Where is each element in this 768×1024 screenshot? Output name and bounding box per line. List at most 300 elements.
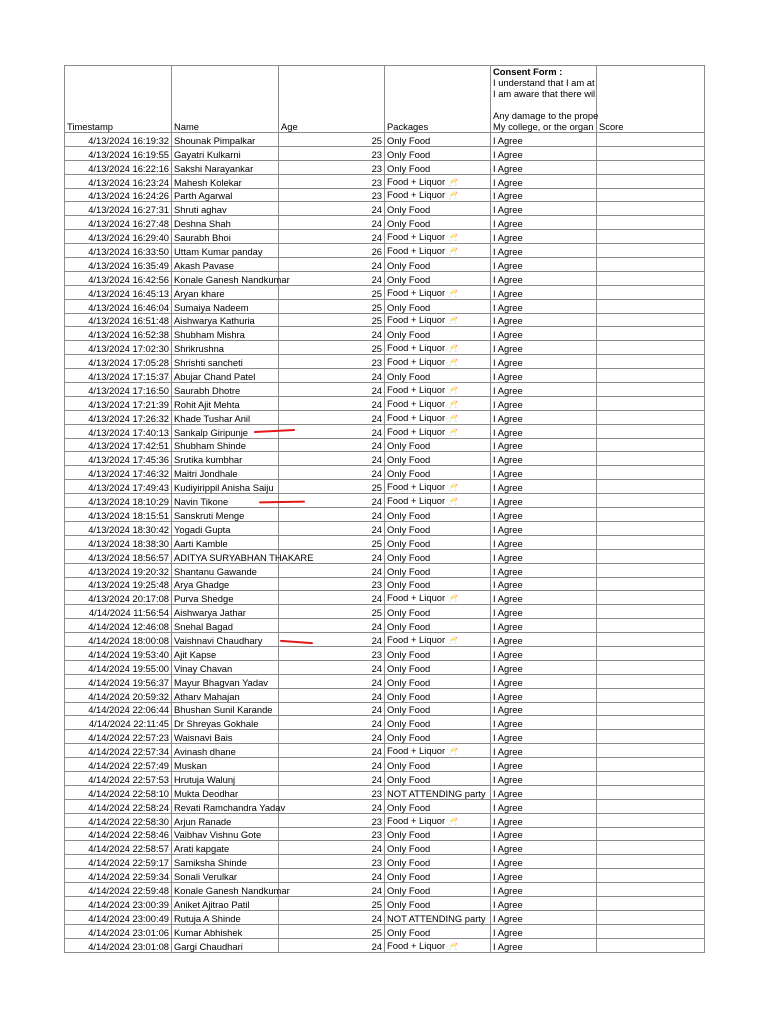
packages-cell (385, 396, 491, 410)
score-cell (597, 313, 705, 327)
timestamp-cell-text: 4/14/2024 22:58:46 (88, 829, 169, 841)
score-cell (597, 702, 705, 716)
timestamp-cell-text: 4/14/2024 23:01:06 (88, 926, 169, 938)
age-cell (279, 799, 385, 813)
score-cell (597, 188, 705, 202)
age-cell-text: 24 (371, 718, 382, 730)
header-row (65, 66, 705, 133)
timestamp-cell-text: 4/14/2024 22:58:30 (88, 815, 169, 827)
score-cell (597, 327, 705, 341)
table-row (65, 341, 705, 355)
consent-cell (491, 174, 597, 188)
packages-cell-text: Only Food (387, 607, 431, 619)
name-cell-text: Gargi Chaudhari (174, 940, 243, 952)
score-cell (597, 355, 705, 369)
timestamp-cell-text: 4/13/2024 17:15:37 (88, 371, 169, 383)
timestamp-cell-text: 4/14/2024 18:00:08 (88, 634, 169, 646)
packages-cell-text: Only Food (387, 551, 431, 563)
table-row (65, 146, 705, 160)
consent-cell-text: I Agree (493, 871, 523, 883)
timestamp-cell-text: 4/13/2024 17:26:32 (88, 412, 169, 424)
name-cell (172, 285, 279, 299)
name-cell (172, 619, 279, 633)
score-cell (597, 869, 705, 883)
packages-cell-text: Only Food (387, 857, 431, 869)
score-cell (597, 258, 705, 272)
name-cell-text: Shruti aghav (174, 204, 227, 216)
age-cell (279, 299, 385, 313)
consent-cell-text: I Agree (493, 204, 523, 216)
packages-cell (385, 577, 491, 591)
name-cell (172, 605, 279, 619)
name-cell-text: Snehal Bagad (174, 621, 233, 633)
age-cell-text: 24 (371, 593, 382, 605)
name-cell (172, 327, 279, 341)
responses-sheet (64, 65, 705, 953)
table-row (65, 216, 705, 230)
name-cell-text: Sonali Verulkar (174, 871, 238, 883)
score-cell (597, 299, 705, 313)
table-row (65, 591, 705, 605)
age-cell-text: 24 (371, 871, 382, 883)
table-row (65, 174, 705, 188)
timestamp-cell (65, 869, 172, 883)
consent-cell (491, 841, 597, 855)
age-cell-text: 24 (371, 398, 382, 410)
packages-cell-text: Only Food (387, 884, 431, 896)
name-cell-text: Mukta Deodhar (174, 787, 239, 799)
name-cell (172, 299, 279, 313)
name-cell-text: Rutuja A Shinde (174, 912, 241, 924)
consent-cell-text: I Agree (493, 912, 523, 924)
consent-cell-text: I Agree (493, 440, 523, 452)
score-cell (597, 508, 705, 522)
table-row (65, 494, 705, 508)
age-cell-text: 24 (371, 662, 382, 674)
packages-cell-text: Food + Liquor (387, 814, 446, 826)
timestamp-cell (65, 841, 172, 855)
name-cell-text: Shantanu Gawande (174, 565, 257, 577)
timestamp-cell (65, 883, 172, 897)
age-cell-text: 23 (371, 148, 382, 160)
timestamp-cell (65, 563, 172, 577)
age-cell (279, 924, 385, 938)
packages-cell-text: Only Food (387, 773, 431, 785)
table-row (65, 410, 705, 424)
packages-cell (385, 452, 491, 466)
score-cell (597, 591, 705, 605)
age-cell (279, 938, 385, 952)
name-cell (172, 341, 279, 355)
table-row (65, 230, 705, 244)
age-cell (279, 188, 385, 202)
timestamp-cell (65, 771, 172, 785)
consent-line-3: Any damage to the prope (493, 110, 599, 121)
packages-cell-text: Only Food (387, 843, 431, 855)
name-cell (172, 841, 279, 855)
packages-cell (385, 424, 491, 438)
consent-cell (491, 730, 597, 744)
table-row (65, 799, 705, 813)
score-cell (597, 369, 705, 383)
table-row (65, 938, 705, 952)
packages-cell (385, 785, 491, 799)
consent-cell (491, 716, 597, 730)
packages-cell (385, 494, 491, 508)
consent-cell-text: I Agree (493, 676, 523, 688)
consent-cell-text: I Agree (493, 384, 523, 396)
table-row (65, 521, 705, 535)
consent-cell (491, 355, 597, 369)
age-cell-text: 23 (371, 829, 382, 841)
age-cell (279, 660, 385, 674)
score-cell (597, 646, 705, 660)
timestamp-cell-text: 4/14/2024 22:58:10 (88, 787, 169, 799)
name-cell-text: Hrutuja Walunj (174, 773, 236, 785)
timestamp-cell-text: 4/13/2024 19:20:32 (88, 565, 169, 577)
age-cell-text: 24 (371, 523, 382, 535)
timestamp-cell-text: 4/13/2024 16:29:40 (88, 232, 169, 244)
table-row (65, 716, 705, 730)
name-cell-text: Rohit Ajit Mehta (174, 398, 240, 410)
packages-cell-text: Only Food (387, 704, 431, 716)
age-cell (279, 771, 385, 785)
name-cell-text: Aniket Ajitrao Patil (174, 898, 250, 910)
consent-cell (491, 758, 597, 772)
consent-cell-text: I Agree (493, 190, 523, 202)
age-cell-text: 24 (371, 634, 382, 646)
score-cell (597, 383, 705, 397)
age-cell (279, 383, 385, 397)
name-cell (172, 133, 279, 147)
age-cell (279, 591, 385, 605)
age-cell-text: 23 (371, 190, 382, 202)
name-cell-text: Kumar Abhishek (174, 926, 243, 938)
packages-cell-text: Only Food (387, 468, 431, 480)
name-cell (172, 883, 290, 897)
name-cell (172, 466, 279, 480)
age-cell (279, 646, 385, 660)
timestamp-cell (65, 438, 172, 452)
packages-cell (385, 188, 491, 202)
timestamp-cell (65, 146, 172, 160)
score-cell (597, 758, 705, 772)
consent-cell-text: I Agree (493, 898, 523, 910)
score-cell (597, 202, 705, 216)
consent-cell-text: I Agree (493, 482, 523, 494)
table-row (65, 758, 705, 772)
consent-cell-text: I Agree (493, 829, 523, 841)
packages-cell (385, 244, 491, 258)
timestamp-cell (65, 521, 172, 535)
consent-cell (491, 521, 597, 535)
name-cell (172, 896, 279, 910)
consent-cell (491, 452, 597, 466)
packages-cell-text: Only Food (387, 329, 431, 341)
name-cell-text: Maitri Jondhale (174, 468, 238, 480)
consent-cell (491, 549, 597, 563)
consent-cell-text: I Agree (493, 843, 523, 855)
name-cell-text: Shrishti sancheti (174, 357, 243, 369)
age-cell (279, 466, 385, 480)
consent-cell (491, 327, 597, 341)
consent-cell-text: I Agree (493, 537, 523, 549)
packages-cell (385, 230, 491, 244)
name-cell-text: Purva Shedge (174, 593, 234, 605)
packages-cell-text: Only Food (387, 259, 431, 271)
age-cell-text: 24 (371, 884, 382, 896)
consent-cell (491, 285, 597, 299)
table-row (65, 299, 705, 313)
timestamp-cell-text: 4/14/2024 22:57:53 (88, 773, 169, 785)
score-cell (597, 813, 705, 827)
age-cell-text: 24 (371, 412, 382, 424)
name-cell (172, 452, 279, 466)
score-cell (597, 174, 705, 188)
packages-cell-text: Food + Liquor (387, 592, 446, 604)
name-cell (172, 785, 279, 799)
score-cell (597, 146, 705, 160)
table-row (65, 869, 705, 883)
packages-cell-text: Only Food (387, 204, 431, 216)
timestamp-cell (65, 688, 172, 702)
packages-cell-text: Food + Liquor (387, 745, 446, 757)
packages-cell-text: Only Food (387, 537, 431, 549)
timestamp-cell (65, 938, 172, 952)
table-row (65, 619, 705, 633)
consent-cell (491, 799, 597, 813)
table-row (65, 369, 705, 383)
age-cell-text: 24 (371, 329, 382, 341)
timestamp-cell-text: 4/13/2024 19:25:48 (88, 579, 169, 591)
age-cell-text: 24 (371, 912, 382, 924)
packages-cell (385, 508, 491, 522)
packages-cell (385, 896, 491, 910)
name-cell (172, 799, 286, 813)
timestamp-cell (65, 230, 172, 244)
age-cell-text: 23 (371, 787, 382, 799)
age-cell-text: 24 (371, 759, 382, 771)
consent-cell-text: I Agree (493, 246, 523, 258)
table-row (65, 258, 705, 272)
timestamp-cell-text: 4/13/2024 17:49:43 (88, 482, 169, 494)
consent-cell-text: I Agree (493, 468, 523, 480)
age-cell (279, 869, 385, 883)
age-cell (279, 230, 385, 244)
timestamp-cell-text: 4/14/2024 19:53:40 (88, 648, 169, 660)
packages-cell (385, 369, 491, 383)
age-cell-text: 24 (371, 371, 382, 383)
name-cell (172, 855, 279, 869)
score-cell (597, 230, 705, 244)
name-cell (172, 910, 279, 924)
timestamp-cell (65, 174, 172, 188)
table-row (65, 827, 705, 841)
packages-cell-text: Only Food (387, 218, 431, 230)
timestamp-cell-text: 4/14/2024 19:55:00 (88, 662, 169, 674)
age-cell (279, 202, 385, 216)
champagne-glasses-icon: 🥂 (448, 483, 459, 493)
timestamp-cell (65, 202, 172, 216)
name-cell-text: Kudiyirippil Anisha Saiju (174, 482, 274, 494)
consent-cell-text: I Agree (493, 357, 523, 369)
table-row (65, 855, 705, 869)
packages-cell (385, 730, 491, 744)
consent-cell-text: I Agree (493, 704, 523, 716)
champagne-glasses-icon: 🥂 (448, 288, 459, 298)
age-cell (279, 341, 385, 355)
timestamp-cell (65, 535, 172, 549)
timestamp-cell (65, 285, 172, 299)
table-row (65, 383, 705, 397)
score-cell (597, 521, 705, 535)
packages-cell (385, 716, 491, 730)
sheet-body (65, 66, 705, 953)
name-cell-text: Arya Ghadge (174, 579, 230, 591)
age-cell (279, 452, 385, 466)
score-cell (597, 438, 705, 452)
table-row (65, 702, 705, 716)
timestamp-cell-text: 4/13/2024 16:24:26 (88, 190, 169, 202)
consent-cell (491, 924, 597, 938)
champagne-glasses-icon: 🥂 (448, 358, 459, 368)
packages-cell-text: Only Food (387, 273, 431, 285)
champagne-glasses-icon: 🥂 (448, 747, 459, 757)
consent-cell (491, 674, 597, 688)
timestamp-cell-text: 4/14/2024 20:59:32 (88, 690, 169, 702)
consent-cell-text: I Agree (493, 343, 523, 355)
packages-cell-text: Food + Liquor (387, 425, 446, 437)
name-cell-text: Akash Pavase (174, 259, 234, 271)
table-row (65, 549, 705, 563)
name-cell-text: Arjun Ranade (174, 815, 232, 827)
consent-cell-text: I Agree (493, 884, 523, 896)
timestamp-cell (65, 508, 172, 522)
age-cell (279, 244, 385, 258)
name-cell-text: Shubham Shinde (174, 440, 246, 452)
table-row (65, 633, 705, 647)
age-cell-text: 25 (371, 287, 382, 299)
consent-cell (491, 563, 597, 577)
score-cell (597, 827, 705, 841)
name-cell (172, 146, 279, 160)
timestamp-cell (65, 424, 172, 438)
packages-cell (385, 285, 491, 299)
name-cell-text: Mayur Bhagvan Yadav (174, 676, 268, 688)
packages-cell (385, 660, 491, 674)
packages-cell-text: Food + Liquor (387, 481, 446, 493)
age-cell-text: 25 (371, 898, 382, 910)
packages-cell (385, 174, 491, 188)
packages-cell (385, 841, 491, 855)
timestamp-cell (65, 785, 172, 799)
champagne-glasses-icon: 🥂 (448, 191, 459, 201)
name-cell-text: Abujar Chand Patel (174, 371, 256, 383)
name-cell-text: Avinash dhane (174, 746, 236, 758)
age-cell (279, 271, 385, 285)
table-row (65, 466, 705, 480)
age-cell-text: 24 (371, 259, 382, 271)
packages-cell (385, 549, 491, 563)
consent-cell (491, 410, 597, 424)
champagne-glasses-icon: 🥂 (448, 427, 459, 437)
table-row (65, 271, 705, 285)
score-cell (597, 424, 705, 438)
timestamp-cell (65, 271, 172, 285)
age-cell-text: 25 (371, 134, 382, 146)
name-cell-text: Konale Ganesh Nandkumar (174, 884, 290, 896)
score-cell (597, 396, 705, 410)
name-cell-text: Sumaiya Nadeem (174, 301, 249, 313)
packages-cell-text: Only Food (387, 509, 431, 521)
consent-cell (491, 313, 597, 327)
timestamp-cell (65, 674, 172, 688)
timestamp-cell-text: 4/14/2024 22:59:34 (88, 871, 169, 883)
packages-cell-text: Food + Liquor (387, 939, 446, 951)
name-cell-text: Yogadi Gupta (174, 523, 231, 535)
age-cell (279, 841, 385, 855)
table-row (65, 924, 705, 938)
score-cell (597, 341, 705, 355)
age-cell-text: 24 (371, 232, 382, 244)
consent-cell-text: I Agree (493, 857, 523, 869)
timestamp-cell-text: 4/13/2024 18:30:42 (88, 523, 169, 535)
consent-cell (491, 244, 597, 258)
name-cell-text: Shrikrushna (174, 343, 225, 355)
age-cell-text: 25 (371, 343, 382, 355)
timestamp-cell (65, 355, 172, 369)
age-cell-text: 23 (371, 162, 382, 174)
name-cell (172, 508, 279, 522)
packages-cell (385, 146, 491, 160)
consent-cell (491, 133, 597, 147)
header-score: Score (597, 66, 705, 133)
timestamp-cell-text: 4/13/2024 18:38:30 (88, 537, 169, 549)
consent-cell (491, 646, 597, 660)
age-cell-text: 23 (371, 176, 382, 188)
header-consent-form (491, 66, 597, 133)
age-cell-text: 24 (371, 454, 382, 466)
packages-cell-text: Only Food (387, 926, 431, 938)
table-row (65, 327, 705, 341)
timestamp-cell-text: 4/14/2024 23:00:49 (88, 912, 169, 924)
packages-cell-text: Food + Liquor (387, 189, 446, 201)
packages-cell (385, 883, 491, 897)
name-cell (172, 410, 279, 424)
score-cell (597, 577, 705, 591)
packages-cell-text: Only Food (387, 648, 431, 660)
packages-cell (385, 910, 491, 924)
packages-cell-text: Only Food (387, 454, 431, 466)
name-cell (172, 160, 279, 174)
age-cell (279, 785, 385, 799)
score-cell (597, 480, 705, 494)
consent-text-block (493, 66, 599, 132)
timestamp-cell (65, 924, 172, 938)
name-cell-text: Deshna Shah (174, 218, 231, 230)
name-cell-text: Vinay Chavan (174, 662, 233, 674)
packages-cell (385, 438, 491, 452)
timestamp-cell-text: 4/13/2024 16:22:16 (88, 162, 169, 174)
consent-cell (491, 633, 597, 647)
timestamp-cell-text: 4/13/2024 17:46:32 (88, 468, 169, 480)
age-cell-text: 24 (371, 746, 382, 758)
champagne-glasses-icon: 🥂 (448, 177, 459, 187)
timestamp-cell (65, 855, 172, 869)
timestamp-cell (65, 827, 172, 841)
consent-cell-text: I Agree (493, 371, 523, 383)
consent-cell (491, 160, 597, 174)
